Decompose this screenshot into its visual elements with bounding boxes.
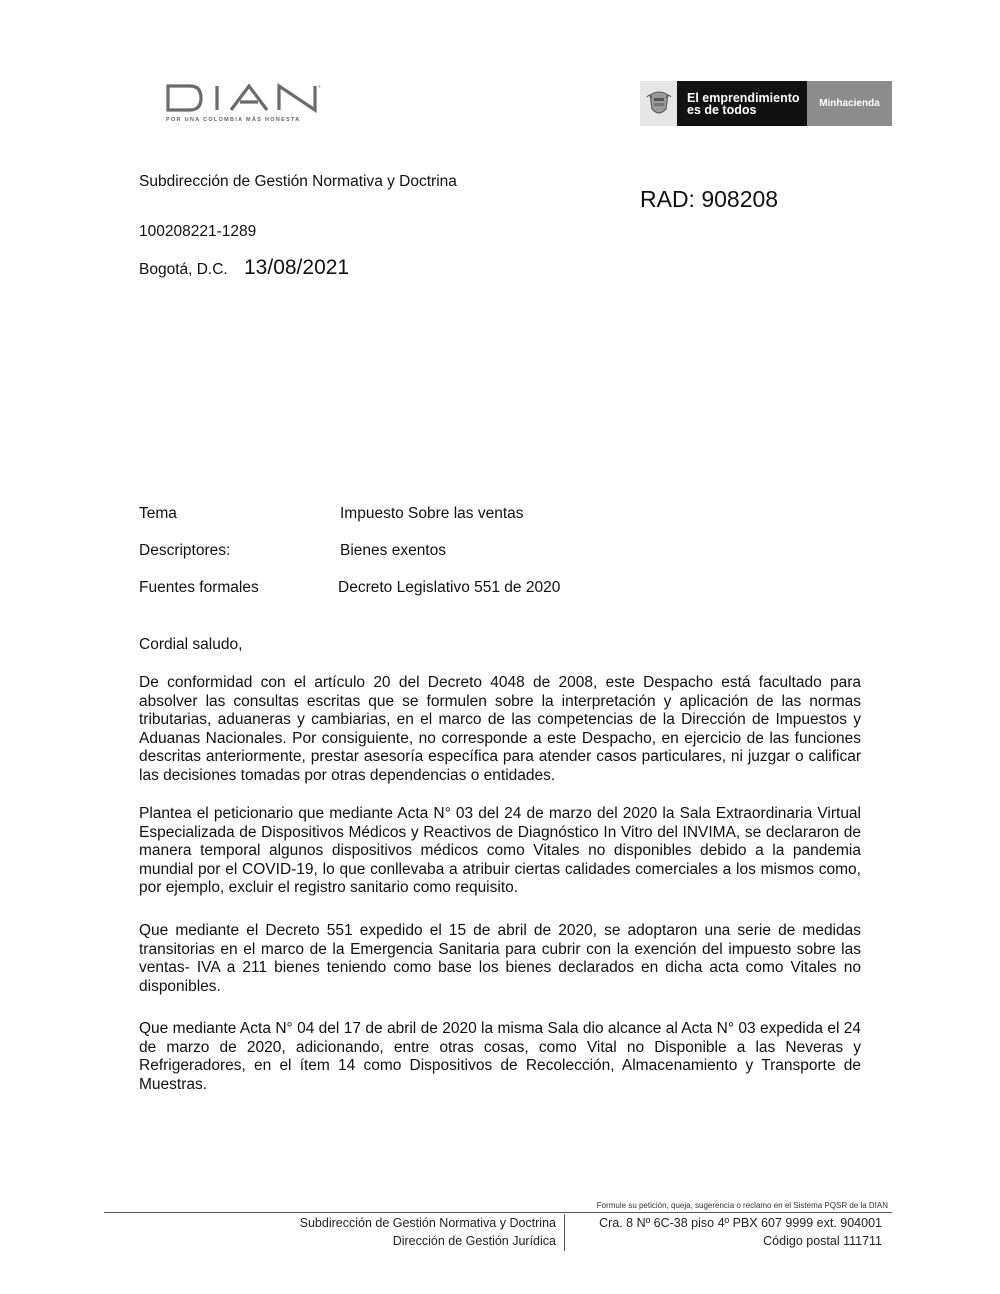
footer-note: Formule su petición, queja, sugerencia o reclamo en el Sistema PQSR de la DIAN xyxy=(596,1201,888,1210)
descriptores-value: Bienes exentos xyxy=(340,542,446,559)
place: Bogotá, D.C. xyxy=(139,261,228,278)
dian-tagline: POR UNA COLOMBIA MÁS HONESTA xyxy=(166,117,301,123)
paragraph-2: Plantea el peticionario que mediante Acta N° 03 del 24 de marzo del 2020 la Sala Extraordinaria Virtual Especializada de Dispositivos Médicos y Reactivos de Diagnóstico In Vitro del INVIMA, se declararon de manera temporal algunos dispositivos médicos como Vitales no disponibles debido a la pandemia mundial por el COVID-19, lo que conllevaba a atribuir ciertas calidades comerciales a los mismos como, por ejemplo, excluir el registro sanitario como requisito. xyxy=(139,805,861,896)
dian-logo xyxy=(165,82,325,128)
letter-date: 13/08/2021 xyxy=(244,256,350,279)
fuentes-value: Decreto Legislativo 551 de 2020 xyxy=(338,579,561,596)
ministry-label: Minhacienda xyxy=(807,81,892,126)
coat-of-arms-icon xyxy=(640,81,677,126)
gov-slogan-line2: es de todos xyxy=(687,102,757,117)
footer-direction: Dirección de Gestión Jurídica xyxy=(392,1234,556,1248)
tema-label: Tema xyxy=(139,505,177,522)
government-banner xyxy=(640,81,892,126)
footer-postal-code: Código postal 111711 xyxy=(763,1234,882,1248)
gov-slogan-line1: El emprendimiento xyxy=(687,90,800,105)
paragraph-1: De conformidad con el artículo 20 del Decreto 4048 de 2008, este Despacho está facultado para absolver las consultas escritas que se formulen sobre la interpretación y aplicación de las normas tributarias, aduaneras y cambiarias, en el marco de las competencias de la Dirección de Impuestos y Aduanas Nacionales. Por consiguiente, no corresponde a este Despacho, en ejercicio de las funciones descritas anteriormente, prestar asesoría específica para atender casos particulares, ni juzgar o calificar las decisiones tomadas por otras dependencias o entidades. xyxy=(139,674,861,784)
paragraph-3: Que mediante el Decreto 551 expedido el 15 de abril de 2020, se adoptaron una serie de medidas transitorias en el marco de la Emergencia Sanitaria para cubrir con la exención del impuesto sobre las ventas- IVA a 211 bienes teniendo como base los bienes declarados en dicha acta como Vitales no disponibles. xyxy=(139,922,861,995)
reference-number: 100208221-1289 xyxy=(139,223,257,240)
footer-vertical-divider xyxy=(564,1214,565,1251)
gov-slogan xyxy=(677,81,807,126)
office-name: Subdirección de Gestión Normativa y Doctrina xyxy=(139,173,457,190)
footer-address: Cra. 8 Nº 6C-38 piso 4º PBX 607 9999 ext. 904001 xyxy=(599,1216,882,1230)
rad-number: RAD: 908208 xyxy=(640,186,779,212)
dian-wordmark-icon xyxy=(165,82,325,114)
greeting: Cordial saludo, xyxy=(139,636,243,653)
footer-office: Subdirección de Gestión Normativa y Doctrina xyxy=(299,1216,556,1230)
svg-text:®: ® xyxy=(318,84,321,89)
fuentes-label: Fuentes formales xyxy=(139,579,259,596)
descriptores-label: Descriptores: xyxy=(139,542,231,559)
paragraph-4: Que mediante Acta N° 04 del 17 de abril de 2020 la misma Sala dio alcance al Acta N° 03 expedida el 24 de marzo de 2020, adicionando, entre otras cosas, como Vital no Disponible a las Neveras y Refrigeradores, en el ítem 14 como Dispositivos de Recolección, Almacenamiento y Transporte de Muestras. xyxy=(139,1020,861,1093)
tema-value: Impuesto Sobre las ventas xyxy=(340,505,524,522)
footer-divider xyxy=(104,1212,892,1213)
